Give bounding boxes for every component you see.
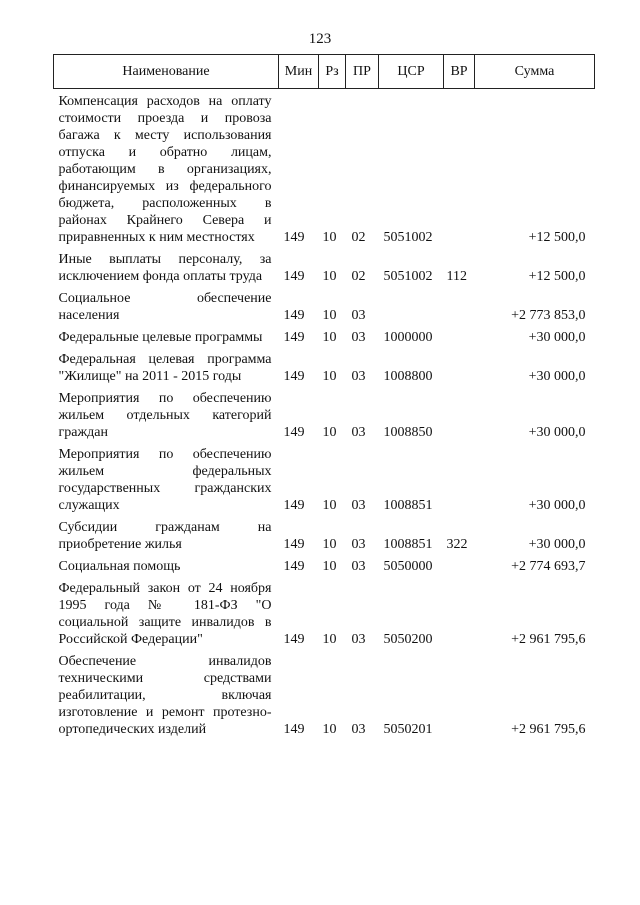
table-row xyxy=(54,385,595,441)
row-pr: 03 xyxy=(351,537,366,552)
row-pr: 03 xyxy=(351,559,366,574)
row-rz: 10 xyxy=(322,632,337,647)
header-vr: ВР xyxy=(444,55,475,89)
row-name: Мероприятия по обеспечению жильем федеральных государственных гражданских служащих xyxy=(58,447,272,513)
row-pr: 03 xyxy=(351,308,366,323)
row-min: 149 xyxy=(283,632,305,647)
header-rz: Рз xyxy=(319,55,346,89)
row-sum: +2 961 795,6 xyxy=(511,722,586,737)
table-row xyxy=(54,648,595,738)
row-sum: +30 000,0 xyxy=(528,425,586,440)
row-min: 149 xyxy=(283,537,305,552)
row-min: 149 xyxy=(283,308,305,323)
row-pr: 03 xyxy=(351,632,366,647)
table-row xyxy=(54,514,595,553)
row-csr: 5051002 xyxy=(383,269,433,284)
table-row xyxy=(54,285,595,324)
row-vr xyxy=(444,553,475,575)
row-sum: +30 000,0 xyxy=(528,537,586,552)
row-min: 149 xyxy=(283,269,305,284)
row-name: Социальная помощь xyxy=(58,559,181,574)
row-csr: 1008851 xyxy=(383,498,433,513)
table-row xyxy=(54,324,595,346)
header-csr: ЦСР xyxy=(379,55,444,89)
header-row xyxy=(54,55,595,89)
row-csr xyxy=(379,285,444,324)
row-rz: 10 xyxy=(322,498,337,513)
row-sum: +12 500,0 xyxy=(528,269,586,284)
table-header xyxy=(54,55,595,89)
row-sum: +2 774 693,7 xyxy=(511,559,586,574)
row-sum: +12 500,0 xyxy=(528,230,586,245)
row-rz: 10 xyxy=(322,537,337,552)
row-vr xyxy=(444,575,475,648)
row-csr: 1008850 xyxy=(383,425,433,440)
row-name: Федеральные целевые программы xyxy=(58,330,263,345)
table-body xyxy=(54,89,595,739)
row-min: 149 xyxy=(283,330,305,345)
row-vr: 322 xyxy=(446,537,468,552)
row-vr xyxy=(444,285,475,324)
row-rz: 10 xyxy=(322,330,337,345)
row-rz: 10 xyxy=(322,230,337,245)
budget-table xyxy=(53,54,595,738)
row-min: 149 xyxy=(283,559,305,574)
table-row xyxy=(54,89,595,247)
row-name: Компенсация расходов на оплату стоимости проезда и провоза багажа к месту использования отпуска и обратно лицам, работающим в организациях, финансируемых из федерального бюджета, расположенных в районах Крайнего Севера и приравненных к ним местностях xyxy=(58,94,272,245)
table-row xyxy=(54,246,595,285)
row-csr: 5050201 xyxy=(383,722,433,737)
row-min: 149 xyxy=(283,230,305,245)
row-pr: 03 xyxy=(351,498,366,513)
row-min: 149 xyxy=(283,498,305,513)
row-vr xyxy=(444,324,475,346)
row-rz: 10 xyxy=(322,425,337,440)
row-pr: 03 xyxy=(351,722,366,737)
row-name: Субсидии гражданам на приобретение жилья xyxy=(58,520,272,552)
row-pr: 03 xyxy=(351,330,366,345)
table-row xyxy=(54,441,595,514)
row-rz: 10 xyxy=(322,269,337,284)
row-csr: 1008800 xyxy=(383,369,433,384)
row-vr xyxy=(444,385,475,441)
row-name: Федеральный закон от 24 ноября 1995 года № 181-ФЗ "О социальной защите инвалидов в Российской Федерации" xyxy=(58,581,272,647)
row-sum: +30 000,0 xyxy=(528,330,586,345)
row-csr: 1008851 xyxy=(383,537,433,552)
row-rz: 10 xyxy=(322,559,337,574)
header-min: Мин xyxy=(279,55,319,89)
row-name: Мероприятия по обеспечению жильем отдельных категорий граждан xyxy=(58,391,272,440)
row-csr: 5050000 xyxy=(383,559,433,574)
row-sum: +30 000,0 xyxy=(528,369,586,384)
row-sum: +2 773 853,0 xyxy=(511,308,586,323)
row-min: 149 xyxy=(283,369,305,384)
row-vr: 112 xyxy=(446,269,467,284)
row-name: Иные выплаты персоналу, за исключением фонда оплаты труда xyxy=(58,252,272,284)
table-row xyxy=(54,553,595,575)
row-pr: 02 xyxy=(351,230,366,245)
row-name: Федеральная целевая программа "Жилище" на 2011 - 2015 годы xyxy=(58,352,272,384)
row-csr: 5050200 xyxy=(383,632,433,647)
row-name: Социальное обеспечение населения xyxy=(58,291,272,323)
row-pr: 03 xyxy=(351,369,366,384)
header-sum: Сумма xyxy=(475,55,595,89)
row-sum: +30 000,0 xyxy=(528,498,586,513)
row-rz: 10 xyxy=(322,722,337,737)
table-row xyxy=(54,346,595,385)
row-csr: 5051002 xyxy=(383,230,433,245)
row-name: Обеспечение инвалидов техническими средствами реабилитации, включая изготовление и ремонт протезно-ортопедических изделий xyxy=(58,654,272,737)
header-name: Наименование xyxy=(54,55,279,89)
row-min: 149 xyxy=(283,425,305,440)
row-rz: 10 xyxy=(322,308,337,323)
row-vr xyxy=(444,441,475,514)
row-csr: 1000000 xyxy=(383,330,433,345)
row-pr: 02 xyxy=(351,269,366,284)
row-rz: 10 xyxy=(322,369,337,384)
row-sum: +2 961 795,6 xyxy=(511,632,586,647)
row-min: 149 xyxy=(283,722,305,737)
header-pr: ПР xyxy=(346,55,379,89)
table-row xyxy=(54,575,595,648)
row-vr xyxy=(444,346,475,385)
row-vr xyxy=(444,89,475,247)
row-pr: 03 xyxy=(351,425,366,440)
page-number: 123 xyxy=(308,31,332,47)
row-vr xyxy=(444,648,475,738)
